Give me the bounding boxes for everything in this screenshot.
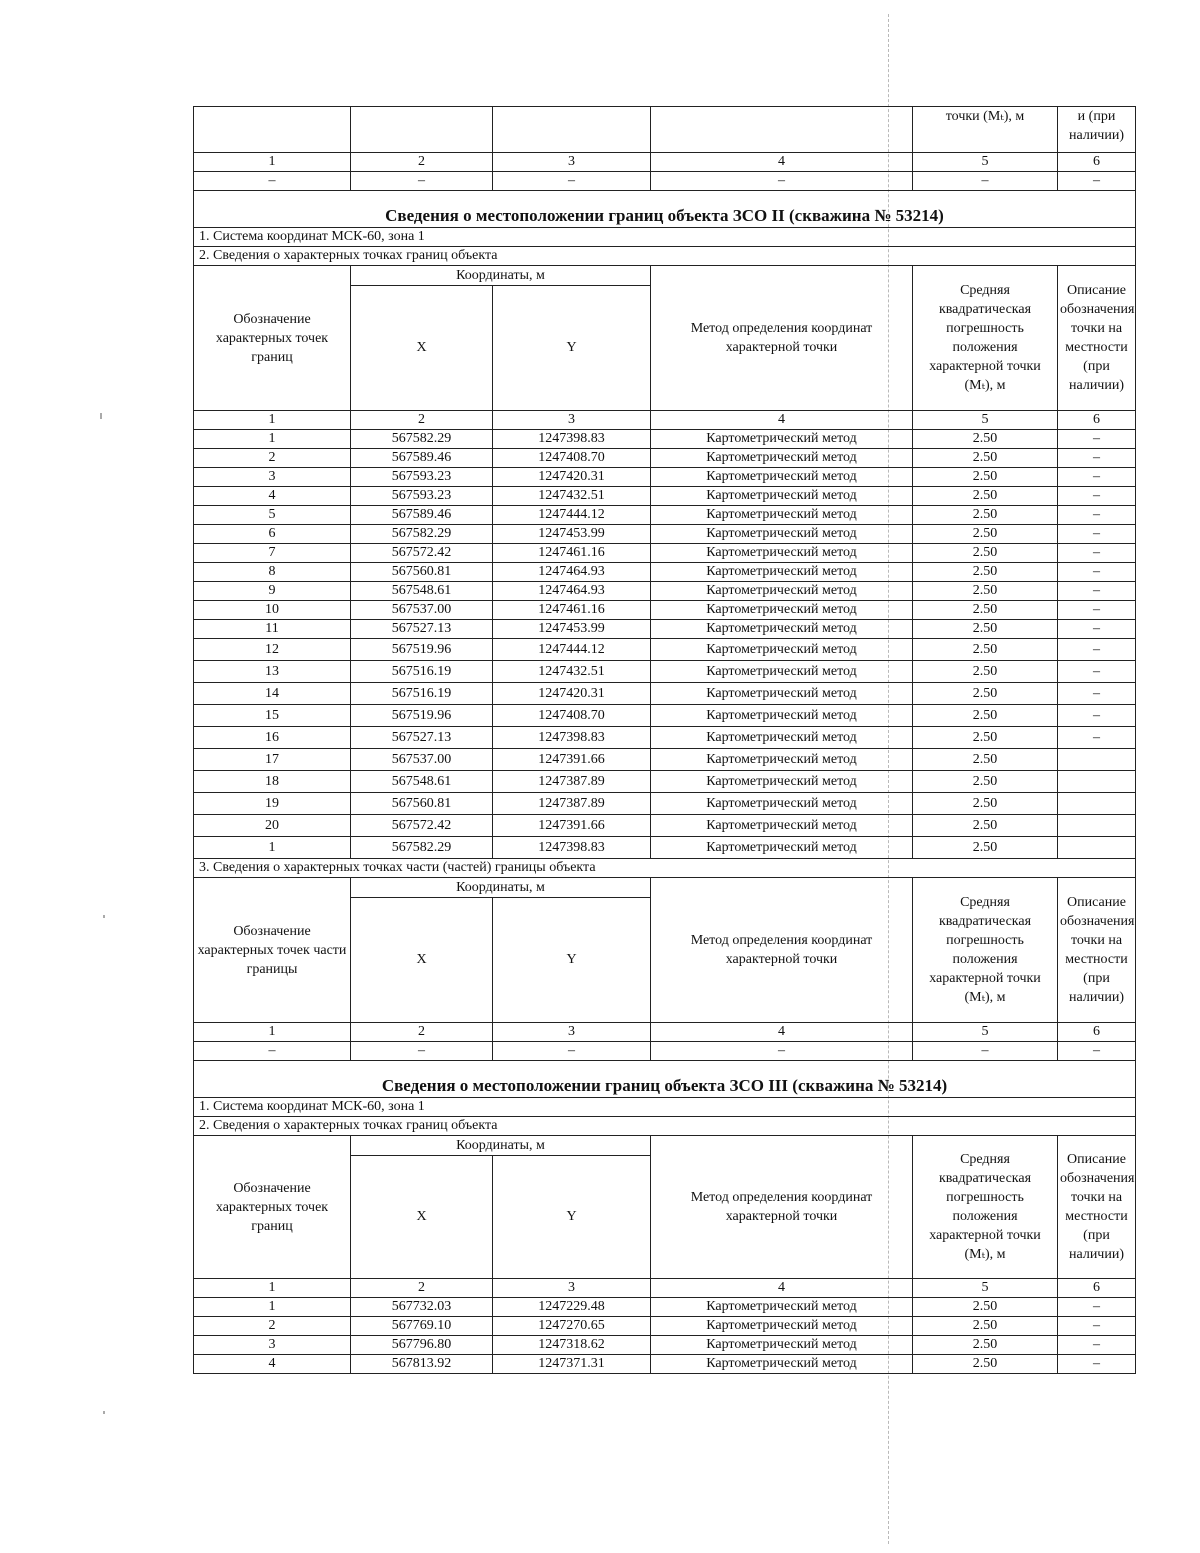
document-page [193, 106, 1135, 1374]
point-number: 18 [194, 771, 351, 793]
description-value: – [1058, 661, 1136, 683]
method-value: Картометрический метод [651, 683, 913, 705]
description-value: – [1058, 582, 1136, 601]
point-number: 20 [194, 815, 351, 837]
method-value: Картометрический метод [651, 705, 913, 727]
description-value: – [1058, 1317, 1136, 1336]
error-header: Средняя квадратическая погрешность положения характерной точки (Mₜ), м [913, 1136, 1058, 1279]
error-value: 2.50 [913, 582, 1058, 601]
error-value: 2.50 [913, 837, 1058, 859]
error-value: 2.50 [913, 563, 1058, 582]
point-number: 3 [194, 468, 351, 487]
point-number: 9 [194, 582, 351, 601]
y-value: 1247444.12 [493, 639, 651, 661]
method-value: Картометрический метод [651, 487, 913, 506]
y-value: 1247391.66 [493, 815, 651, 837]
description-value: – [1058, 525, 1136, 544]
section-title: Сведения о местоположении границ объекта ЗСО II (скважина № 53214) [194, 191, 1136, 228]
point-row [194, 793, 1136, 815]
point-row [194, 815, 1136, 837]
point-number: 10 [194, 601, 351, 620]
point-row [194, 544, 1136, 563]
method-value: Картометрический метод [651, 449, 913, 468]
points-caption: 2. Сведения о характерных точках границ объекта [194, 247, 1136, 266]
index-cell: 2 [351, 153, 493, 172]
description-value: – [1058, 705, 1136, 727]
index-row [194, 1023, 1136, 1042]
index-cell: 4 [651, 411, 913, 430]
x-value: 567732.03 [351, 1298, 493, 1317]
description-value: – [1058, 1336, 1136, 1355]
x-value: 567527.13 [351, 620, 493, 639]
error-value: 2.50 [913, 525, 1058, 544]
description-value [1058, 837, 1136, 859]
points-caption: 2. Сведения о характерных точках границ объекта [194, 1117, 1136, 1136]
point-row [194, 705, 1136, 727]
y-header: Y [493, 1156, 651, 1279]
index-cell: 5 [913, 1279, 1058, 1298]
method-value: Картометрический метод [651, 468, 913, 487]
index-cell: 6 [1058, 1023, 1136, 1042]
index-cell: 3 [493, 153, 651, 172]
y-value: 1247461.16 [493, 544, 651, 563]
index-cell: 3 [493, 1279, 651, 1298]
method-value: Картометрический метод [651, 620, 913, 639]
coordinates-header: Координаты, м [351, 266, 651, 286]
method-value: Картометрический метод [651, 430, 913, 449]
header-cell [651, 107, 913, 153]
y-value: 1247318.62 [493, 1336, 651, 1355]
x-header: X [351, 286, 493, 411]
designation-header: Обозначение характерных точек части границы [194, 878, 351, 1023]
x-value: 567796.80 [351, 1336, 493, 1355]
point-row [194, 771, 1136, 793]
index-cell: 1 [194, 411, 351, 430]
description-value: – [1058, 506, 1136, 525]
y-value: 1247270.65 [493, 1317, 651, 1336]
scan-speck [103, 915, 105, 918]
dash-cell: – [194, 1042, 351, 1061]
dash-cell: – [194, 172, 351, 191]
index-cell: 3 [493, 411, 651, 430]
description-value [1058, 771, 1136, 793]
y-header: Y [493, 286, 651, 411]
description-value: – [1058, 601, 1136, 620]
caption-row [194, 859, 1136, 878]
method-value: Картометрический метод [651, 727, 913, 749]
index-cell: 1 [194, 1279, 351, 1298]
error-header: Средняя квадратическая погрешность положения характерной точки (Mₜ), м [913, 266, 1058, 411]
description-value: – [1058, 430, 1136, 449]
index-cell: 5 [913, 1023, 1058, 1042]
column-header-row [194, 266, 1136, 286]
x-value: 567813.92 [351, 1355, 493, 1374]
method-value: Картометрический метод [651, 506, 913, 525]
index-cell: 2 [351, 411, 493, 430]
coord-system-row [194, 1098, 1136, 1117]
point-row [194, 749, 1136, 771]
error-value: 2.50 [913, 468, 1058, 487]
x-value: 567519.96 [351, 705, 493, 727]
method-value: Картометрический метод [651, 749, 913, 771]
description-value [1058, 793, 1136, 815]
point-number: 7 [194, 544, 351, 563]
point-number: 4 [194, 1355, 351, 1374]
header-cell [194, 107, 351, 153]
index-cell: 5 [913, 411, 1058, 430]
description-value: – [1058, 683, 1136, 705]
point-row [194, 601, 1136, 620]
x-value: 567548.61 [351, 771, 493, 793]
point-number: 4 [194, 487, 351, 506]
index-row [194, 153, 1136, 172]
section-title-row [194, 1061, 1136, 1098]
caption-row [194, 1117, 1136, 1136]
point-number: 1 [194, 1298, 351, 1317]
point-row [194, 639, 1136, 661]
description-value: – [1058, 449, 1136, 468]
dash-row [194, 172, 1136, 191]
scan-speck [103, 1411, 105, 1414]
point-number: 13 [194, 661, 351, 683]
description-value: – [1058, 468, 1136, 487]
error-value: 2.50 [913, 1355, 1058, 1374]
point-number: 8 [194, 563, 351, 582]
point-row [194, 506, 1136, 525]
point-number: 1 [194, 837, 351, 859]
y-value: 1247398.83 [493, 430, 651, 449]
point-number: 2 [194, 1317, 351, 1336]
y-value: 1247464.93 [493, 563, 651, 582]
error-value: 2.50 [913, 683, 1058, 705]
point-row [194, 582, 1136, 601]
index-row [194, 411, 1136, 430]
dash-row [194, 1042, 1136, 1061]
index-row [194, 1279, 1136, 1298]
coord-system-row [194, 228, 1136, 247]
scan-speck [100, 413, 102, 419]
method-header: Метод определения координат характерной точки [651, 1136, 913, 1279]
point-row [194, 468, 1136, 487]
x-value: 567572.42 [351, 544, 493, 563]
method-value: Картометрический метод [651, 1355, 913, 1374]
section-title: Сведения о местоположении границ объекта ЗСО III (скважина № 53214) [194, 1061, 1136, 1098]
x-value: 567593.23 [351, 487, 493, 506]
coordinates-header: Координаты, м [351, 1136, 651, 1156]
dash-cell: – [913, 1042, 1058, 1061]
y-value: 1247461.16 [493, 601, 651, 620]
dash-cell: – [351, 172, 493, 191]
point-row [194, 1336, 1136, 1355]
method-header: Метод определения координат характерной точки [651, 878, 913, 1023]
index-cell: 2 [351, 1023, 493, 1042]
description-value [1058, 749, 1136, 771]
x-value: 567582.29 [351, 430, 493, 449]
coordinate-system: 1. Система координат МСК-60, зона 1 [194, 1098, 1136, 1117]
x-value: 567769.10 [351, 1317, 493, 1336]
header-cell [351, 107, 493, 153]
column-header-row [194, 878, 1136, 898]
error-header: Средняя квадратическая погрешность положения характерной точки (Mₜ), м [913, 878, 1058, 1023]
error-value: 2.50 [913, 727, 1058, 749]
method-value: Картометрический метод [651, 525, 913, 544]
point-number: 17 [194, 749, 351, 771]
point-row [194, 620, 1136, 639]
dash-cell: – [913, 172, 1058, 191]
error-value: 2.50 [913, 793, 1058, 815]
method-value: Картометрический метод [651, 793, 913, 815]
error-value: 2.50 [913, 639, 1058, 661]
point-number: 15 [194, 705, 351, 727]
method-value: Картометрический метод [651, 582, 913, 601]
error-value: 2.50 [913, 815, 1058, 837]
description-value: – [1058, 563, 1136, 582]
point-number: 5 [194, 506, 351, 525]
y-value: 1247464.93 [493, 582, 651, 601]
caption-row [194, 247, 1136, 266]
index-cell: 4 [651, 1023, 913, 1042]
point-number: 3 [194, 1336, 351, 1355]
dash-cell: – [1058, 172, 1136, 191]
x-value: 567560.81 [351, 793, 493, 815]
continued-header-row [194, 107, 1136, 153]
y-value: 1247229.48 [493, 1298, 651, 1317]
description-value: – [1058, 620, 1136, 639]
y-value: 1247453.99 [493, 525, 651, 544]
description-value: – [1058, 727, 1136, 749]
header-cell: точки (Mₜ), м [913, 107, 1058, 153]
designation-header: Обозначение характерных точек границ [194, 1136, 351, 1279]
y-value: 1247387.89 [493, 771, 651, 793]
error-value: 2.50 [913, 1317, 1058, 1336]
method-value: Картометрический метод [651, 1317, 913, 1336]
section-title-row [194, 191, 1136, 228]
error-value: 2.50 [913, 544, 1058, 563]
dash-cell: – [1058, 1042, 1136, 1061]
error-value: 2.50 [913, 1336, 1058, 1355]
header-cell [493, 107, 651, 153]
index-cell: 1 [194, 1023, 351, 1042]
index-cell: 2 [351, 1279, 493, 1298]
point-number: 12 [194, 639, 351, 661]
method-value: Картометрический метод [651, 771, 913, 793]
parts-caption: 3. Сведения о характерных точках части (частей) границы объекта [194, 859, 1136, 878]
index-cell: 6 [1058, 411, 1136, 430]
error-value: 2.50 [913, 705, 1058, 727]
x-header: X [351, 1156, 493, 1279]
error-value: 2.50 [913, 661, 1058, 683]
column-header-row [194, 1136, 1136, 1156]
method-value: Картометрический метод [651, 544, 913, 563]
point-number: 19 [194, 793, 351, 815]
point-row [194, 1298, 1136, 1317]
point-row [194, 525, 1136, 544]
description-header: Описание обозначения точки на местности (при наличии) [1058, 266, 1136, 411]
index-cell: 6 [1058, 153, 1136, 172]
y-value: 1247398.83 [493, 727, 651, 749]
method-value: Картометрический метод [651, 661, 913, 683]
index-cell: 3 [493, 1023, 651, 1042]
description-value: – [1058, 487, 1136, 506]
point-row [194, 661, 1136, 683]
x-value: 567527.13 [351, 727, 493, 749]
method-value: Картометрический метод [651, 563, 913, 582]
x-value: 567537.00 [351, 749, 493, 771]
point-row [194, 837, 1136, 859]
x-value: 567519.96 [351, 639, 493, 661]
error-value: 2.50 [913, 1298, 1058, 1317]
error-value: 2.50 [913, 449, 1058, 468]
point-row [194, 563, 1136, 582]
x-value: 567582.29 [351, 837, 493, 859]
description-value: – [1058, 1355, 1136, 1374]
y-value: 1247420.31 [493, 468, 651, 487]
point-row [194, 1355, 1136, 1374]
x-value: 567593.23 [351, 468, 493, 487]
y-value: 1247420.31 [493, 683, 651, 705]
dash-cell: – [651, 1042, 913, 1061]
x-value: 567516.19 [351, 683, 493, 705]
coordinates-header: Координаты, м [351, 878, 651, 898]
method-value: Картометрический метод [651, 639, 913, 661]
y-value: 1247387.89 [493, 793, 651, 815]
dash-cell: – [351, 1042, 493, 1061]
y-value: 1247432.51 [493, 487, 651, 506]
y-value: 1247444.12 [493, 506, 651, 525]
method-value: Картометрический метод [651, 1298, 913, 1317]
x-value: 567589.46 [351, 449, 493, 468]
point-number: 6 [194, 525, 351, 544]
dash-cell: – [651, 172, 913, 191]
method-value: Картометрический метод [651, 601, 913, 620]
description-value: – [1058, 544, 1136, 563]
point-row [194, 430, 1136, 449]
y-value: 1247371.31 [493, 1355, 651, 1374]
description-header: Описание обозначения точки на местности (при наличии) [1058, 1136, 1136, 1279]
point-row [194, 449, 1136, 468]
x-value: 567572.42 [351, 815, 493, 837]
point-row [194, 727, 1136, 749]
x-value: 567560.81 [351, 563, 493, 582]
index-cell: 5 [913, 153, 1058, 172]
y-value: 1247453.99 [493, 620, 651, 639]
error-value: 2.50 [913, 430, 1058, 449]
description-value [1058, 815, 1136, 837]
description-header: Описание обозначения точки на местности (при наличии) [1058, 878, 1136, 1023]
x-value: 567589.46 [351, 506, 493, 525]
designation-header: Обозначение характерных точек границ [194, 266, 351, 411]
description-value: – [1058, 1298, 1136, 1317]
y-header: Y [493, 898, 651, 1023]
method-header: Метод определения координат характерной точки [651, 266, 913, 411]
x-value: 567582.29 [351, 525, 493, 544]
index-cell: 4 [651, 1279, 913, 1298]
error-value: 2.50 [913, 601, 1058, 620]
x-header: X [351, 898, 493, 1023]
index-cell: 1 [194, 153, 351, 172]
x-value: 567537.00 [351, 601, 493, 620]
coordinate-system: 1. Система координат МСК-60, зона 1 [194, 228, 1136, 247]
error-value: 2.50 [913, 487, 1058, 506]
header-cell: и (при наличии) [1058, 107, 1136, 153]
point-row [194, 487, 1136, 506]
dash-cell: – [493, 172, 651, 191]
index-cell: 4 [651, 153, 913, 172]
error-value: 2.50 [913, 749, 1058, 771]
method-value: Картометрический метод [651, 1336, 913, 1355]
y-value: 1247398.83 [493, 837, 651, 859]
point-row [194, 683, 1136, 705]
error-value: 2.50 [913, 620, 1058, 639]
point-number: 16 [194, 727, 351, 749]
point-row [194, 1317, 1136, 1336]
error-value: 2.50 [913, 506, 1058, 525]
method-value: Картометрический метод [651, 815, 913, 837]
x-value: 567516.19 [351, 661, 493, 683]
x-value: 567548.61 [351, 582, 493, 601]
coordinates-table [193, 106, 1136, 1374]
dash-cell: – [493, 1042, 651, 1061]
description-value: – [1058, 639, 1136, 661]
y-value: 1247408.70 [493, 449, 651, 468]
point-number: 1 [194, 430, 351, 449]
point-number: 14 [194, 683, 351, 705]
index-cell: 6 [1058, 1279, 1136, 1298]
y-value: 1247408.70 [493, 705, 651, 727]
point-number: 2 [194, 449, 351, 468]
point-number: 11 [194, 620, 351, 639]
method-value: Картометрический метод [651, 837, 913, 859]
y-value: 1247391.66 [493, 749, 651, 771]
y-value: 1247432.51 [493, 661, 651, 683]
error-value: 2.50 [913, 771, 1058, 793]
